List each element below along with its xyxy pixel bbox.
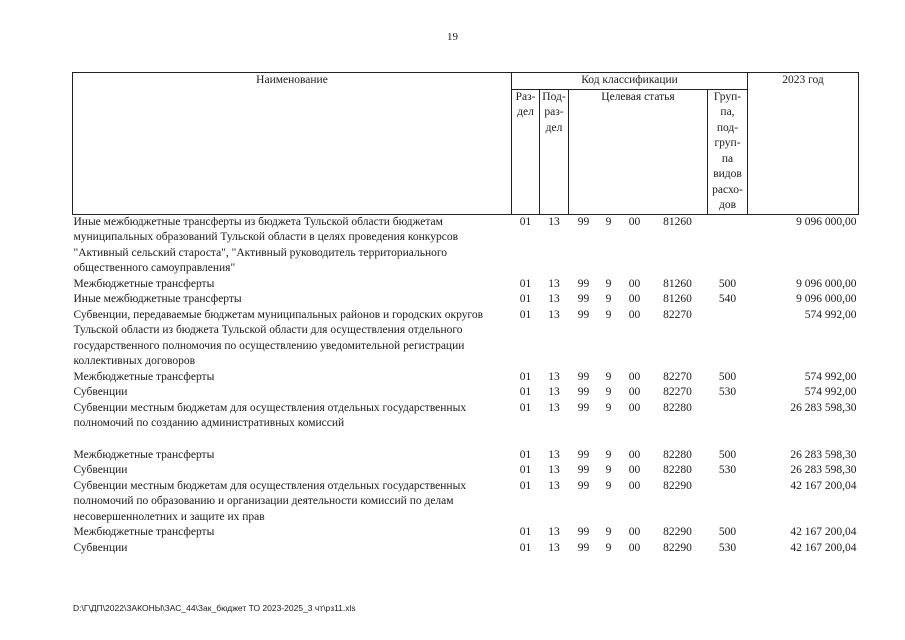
row-amount: 574 992,00 <box>804 370 857 383</box>
row-target-c1: 99 <box>577 448 590 461</box>
budget-table <box>72 72 859 556</box>
row-razdel: 01 <box>519 293 532 305</box>
row-target-c4: 82290 <box>663 541 692 554</box>
row-target-c4: 81260 <box>663 293 692 305</box>
table-row <box>73 448 859 464</box>
row-amount: 574 992,00 <box>804 308 857 321</box>
header-name: Наименование <box>73 73 512 215</box>
table-body <box>73 214 859 556</box>
table-row <box>73 401 859 432</box>
row-target-c4: 82280 <box>663 464 692 476</box>
row-amount: 574 992,00 <box>804 386 857 398</box>
row-target-c4: 82270 <box>663 308 692 321</box>
row-target-c3: 00 <box>628 479 641 492</box>
row-razdel: 01 <box>519 370 532 383</box>
header-code-group: Код классификации <box>512 73 748 90</box>
row-razdel: 01 <box>519 448 532 461</box>
row-expense-type: 500 <box>718 370 737 383</box>
row-target-c3: 00 <box>628 308 641 321</box>
row-target-c4: 82270 <box>663 386 692 398</box>
row-podrazdel: 13 <box>548 277 560 290</box>
table-row <box>73 479 859 526</box>
row-target-c1: 99 <box>577 541 590 554</box>
row-name: Субвенции, передаваемые бюджетам муниципальных районов и городских округов Тульской области из бюджета Тульской области для осуществления отдельного государственного полномочия по осуществлению уведомительной регистрации коллективных договоров <box>73 308 484 367</box>
row-expense-type <box>708 214 748 277</box>
row-target-c1: 99 <box>577 215 590 228</box>
row-target-c3: 00 <box>628 277 641 290</box>
row-podrazdel: 13 <box>548 541 560 554</box>
row-target-c1: 99 <box>577 526 590 538</box>
row-amount: 9 096 000,00 <box>796 293 857 305</box>
table-row <box>73 541 859 557</box>
row-target-c4: 82290 <box>663 526 692 538</box>
row-target-c3: 00 <box>628 293 641 305</box>
row-target-c1: 99 <box>577 386 590 398</box>
row-target-c2: 9 <box>605 370 612 383</box>
row-target-code <box>569 401 708 432</box>
row-razdel: 01 <box>519 526 532 538</box>
header-razdel: Раз- дел <box>512 89 540 214</box>
header-target: Целевая статья <box>569 89 708 214</box>
row-expense-type <box>708 401 748 432</box>
row-amount: 9 096 000,00 <box>796 277 857 290</box>
row-target-code <box>569 292 708 308</box>
row-target-c2: 9 <box>605 215 612 228</box>
row-target-c2: 9 <box>605 448 612 461</box>
row-target-c4: 82270 <box>663 370 692 383</box>
row-target-code <box>569 448 708 464</box>
row-name: Межбюджетные трансферты <box>73 277 215 290</box>
row-amount: 26 283 598,30 <box>790 448 857 461</box>
row-expense-type: 530 <box>718 386 737 398</box>
header-year: 2023 год <box>748 73 859 215</box>
row-target-c3: 00 <box>628 464 641 476</box>
row-target-c3: 00 <box>628 386 641 398</box>
row-target-c3: 00 <box>628 541 641 554</box>
row-target-c1: 99 <box>577 293 590 305</box>
row-name: Субвенции <box>73 386 128 398</box>
row-name: Иные межбюджетные трансферты из бюджета Тульской области бюджетам муниципальных образований Тульской области в целях проведения конкурсов "Активный сельский староста", "Активный руководитель территориального общественного самоуправления" <box>73 215 459 274</box>
row-target-c4: 81260 <box>663 277 692 290</box>
row-name: Субвенции <box>73 541 128 554</box>
row-target-c1: 99 <box>577 308 590 321</box>
row-target-c2: 9 <box>605 308 612 321</box>
row-target-c1: 99 <box>577 479 590 492</box>
row-expense-type: 540 <box>718 293 737 305</box>
row-amount: 42 167 200,04 <box>790 541 857 554</box>
row-target-c3: 00 <box>628 215 641 228</box>
header-podrazdel: Под- раз- дел <box>540 89 569 214</box>
row-razdel: 01 <box>519 464 532 476</box>
row-name: Межбюджетные трансферты <box>73 370 215 383</box>
row-target-c2: 9 <box>605 386 612 398</box>
row-target-c2: 9 <box>605 464 612 476</box>
row-podrazdel: 13 <box>548 464 560 476</box>
row-target-code <box>569 370 708 386</box>
row-podrazdel: 13 <box>548 526 560 538</box>
table-row <box>73 277 859 293</box>
row-target-code <box>569 214 708 277</box>
row-target-c1: 99 <box>577 277 590 290</box>
row-name: Субвенции местным бюджетам для осуществления отдельных государственных полномочий по созданию административных комиссий <box>73 401 467 429</box>
row-target-c2: 9 <box>605 277 612 290</box>
row-podrazdel: 13 <box>548 448 560 461</box>
row-target-c3: 00 <box>628 448 641 461</box>
table-row <box>73 385 859 401</box>
table-row <box>73 308 859 370</box>
row-target-code <box>569 463 708 479</box>
table-row <box>73 214 859 277</box>
row-amount: 42 167 200,04 <box>790 479 857 492</box>
row-spacer <box>73 432 859 448</box>
row-expense-type: 530 <box>718 464 737 476</box>
row-target-c3: 00 <box>628 370 641 383</box>
row-name: Межбюджетные трансферты <box>73 448 215 461</box>
row-name: Межбюджетные трансферты <box>73 526 215 538</box>
file-path-footer: D:\Г\ДП\2022\ЗАКОНЫ\ЗАС_44\Зак_бюджет ТО 2023-2025_3 чт\рз11.xls <box>73 603 356 613</box>
row-podrazdel: 13 <box>548 386 560 398</box>
row-expense-type: 500 <box>718 448 737 461</box>
row-target-code <box>569 308 708 370</box>
row-target-c2: 9 <box>605 293 612 305</box>
row-target-c3: 00 <box>628 526 641 538</box>
row-amount: 9 096 000,00 <box>796 215 857 228</box>
row-podrazdel: 13 <box>548 401 560 414</box>
row-target-c1: 99 <box>577 464 590 476</box>
row-target-c2: 9 <box>605 541 612 554</box>
row-razdel: 01 <box>519 215 532 228</box>
table-row <box>73 292 859 308</box>
row-razdel: 01 <box>519 401 532 414</box>
table-row <box>73 525 859 541</box>
row-razdel: 01 <box>519 386 532 398</box>
row-podrazdel: 13 <box>548 215 560 228</box>
row-expense-type <box>708 479 748 526</box>
table-row <box>73 370 859 386</box>
row-target-code <box>569 277 708 293</box>
row-target-code <box>569 541 708 557</box>
row-target-code <box>569 385 708 401</box>
budget-table-container <box>72 72 858 556</box>
row-podrazdel: 13 <box>548 370 560 383</box>
row-amount: 42 167 200,04 <box>790 526 857 538</box>
row-target-c3: 00 <box>628 401 641 414</box>
row-target-c1: 99 <box>577 401 590 414</box>
row-razdel: 01 <box>519 277 532 290</box>
row-razdel: 01 <box>519 541 532 554</box>
row-target-c2: 9 <box>605 401 612 414</box>
row-expense-type: 500 <box>718 526 737 538</box>
table-row <box>73 463 859 479</box>
row-razdel: 01 <box>519 308 532 321</box>
page-number: 19 <box>447 31 458 43</box>
row-podrazdel: 13 <box>548 308 560 321</box>
row-podrazdel: 13 <box>548 479 560 492</box>
row-name: Субвенции <box>73 464 128 476</box>
row-expense-type: 500 <box>718 277 737 290</box>
row-target-c4: 82290 <box>663 479 692 492</box>
row-expense-type: 530 <box>718 541 737 554</box>
row-target-c1: 99 <box>577 370 590 383</box>
row-amount: 26 283 598,30 <box>790 401 857 414</box>
row-target-c4: 82280 <box>663 448 692 461</box>
row-target-code <box>569 525 708 541</box>
row-target-c4: 81260 <box>663 215 692 228</box>
row-amount: 26 283 598,30 <box>790 464 857 476</box>
row-expense-type <box>708 308 748 370</box>
header-group: Груп- па, под- груп- па видов расхо- дов <box>708 89 748 214</box>
row-target-c4: 82280 <box>663 401 692 414</box>
row-podrazdel: 13 <box>548 293 560 305</box>
row-name: Субвенции местным бюджетам для осуществления отдельных государственных полномочий по образованию и организации деятельности комиссий по делам несовершеннолетних и защите их прав <box>73 479 467 523</box>
row-target-c2: 9 <box>605 526 612 538</box>
row-target-code <box>569 479 708 526</box>
row-target-c2: 9 <box>605 479 612 492</box>
row-name: Иные межбюджетные трансферты <box>73 293 242 305</box>
row-razdel: 01 <box>519 479 532 492</box>
